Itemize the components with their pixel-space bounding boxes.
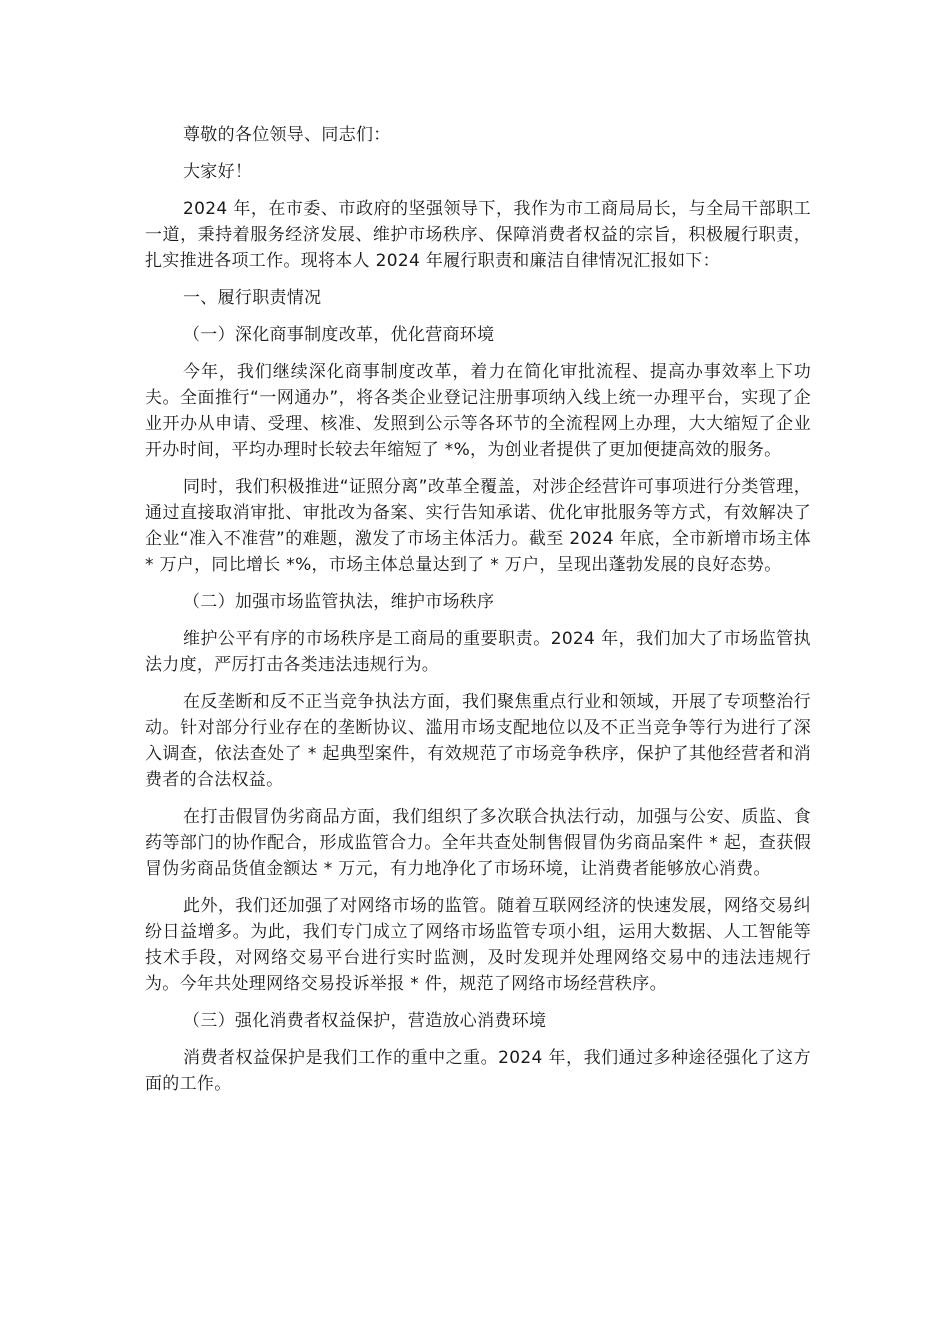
paragraph: 此外，我们还加强了对网络市场的监管。随着互联网经济的快速发展，网络交易纠纷日益增多。为此，我们专门成立了网络市场监管专项小组，运用大数据、人工智能等技术手段，对网络交易平台进行实时监测，及时发现并处理网络交易中的违法违规行为。今年共处理网络交易投诉举报 * 件，规范了网络市场经营秩序。 <box>145 896 811 994</box>
intro-paragraph: 2024 年，在市委、市政府的坚强领导下，我作为市工商局局长，与全局干部职工一道，秉持着服务经济发展、维护市场秩序、保障消费者权益的宗旨，积极履行职责，扎实推进各项工作。现将本人 2024 年履行职责和廉洁自律情况汇报如下： <box>145 199 811 271</box>
paragraph: 维护公平有序的市场秩序是工商局的重要职责。2024 年，我们加大了市场监管执法力度，严厉打击各类违法违规行为。 <box>145 629 811 675</box>
paragraph: 在打击假冒伪劣商品方面，我们组织了多次联合执法行动，加强与公安、质监、食药等部门的协作配合，形成监管合力。全年共查处制售假冒伪劣商品案件 * 起，查获假冒伪劣商品货值金额达 * 万元，有力地净化了市场环境，让消费者能够放心消费。 <box>145 807 811 879</box>
paragraph: 消费者权益保护是我们工作的重中之重。2024 年，我们通过多种途径强化了这方面的工作。 <box>145 1048 811 1094</box>
salutation: 尊敬的各位领导、同志们： <box>183 125 391 145</box>
subsection-heading: （三）强化消费者权益保护，营造放心消费环境 <box>183 1011 547 1031</box>
section-heading: 一、履行职责情况 <box>183 288 322 308</box>
paragraph: 同时，我们积极推进“证照分离”改革全覆盖，对涉企经营许可事项进行分类管理，通过直接取消审批、审批改为备案、实行告知承诺、优化审批服务等方式，有效解决了企业“准入不准营”的难题，激发了市场主体活力。截至 2024 年底，全市新增市场主体 * 万户，同比增长 *%，市场主体总量达到了 * 万户，呈现出蓬勃发展的良好态势。 <box>145 477 811 575</box>
paragraph: 今年，我们继续深化商事制度改革，着力在简化审批流程、提高办事效率上下功夫。全面推行“一网通办”，将各类企业登记注册事项纳入线上统一办理平台，实现了企业开办从申请、受理、核准、发照到公示等各环节的全流程网上办理，大大缩短了企业开办时间，平均办理时长较去年缩短了 *%，为创业者提供了更加便捷高效的服务。 <box>145 362 811 460</box>
paragraph: 在反垄断和反不正当竞争执法方面，我们聚焦重点行业和领域，开展了专项整治行动。针对部分行业存在的垄断协议、滥用市场支配地位以及不正当竞争等行为进行了深入调查，依法查处了 * 起典型案件，有效规范了市场竞争秩序，保护了其他经营者和消费者的合法权益。 <box>145 692 811 790</box>
subsection-heading: （二）加强市场监管执法，维护市场秩序 <box>183 592 495 612</box>
greeting: 大家好！ <box>183 162 253 182</box>
document-body <box>145 122 811 1108</box>
subsection-heading: （一）深化商事制度改革，优化营商环境 <box>183 325 495 345</box>
